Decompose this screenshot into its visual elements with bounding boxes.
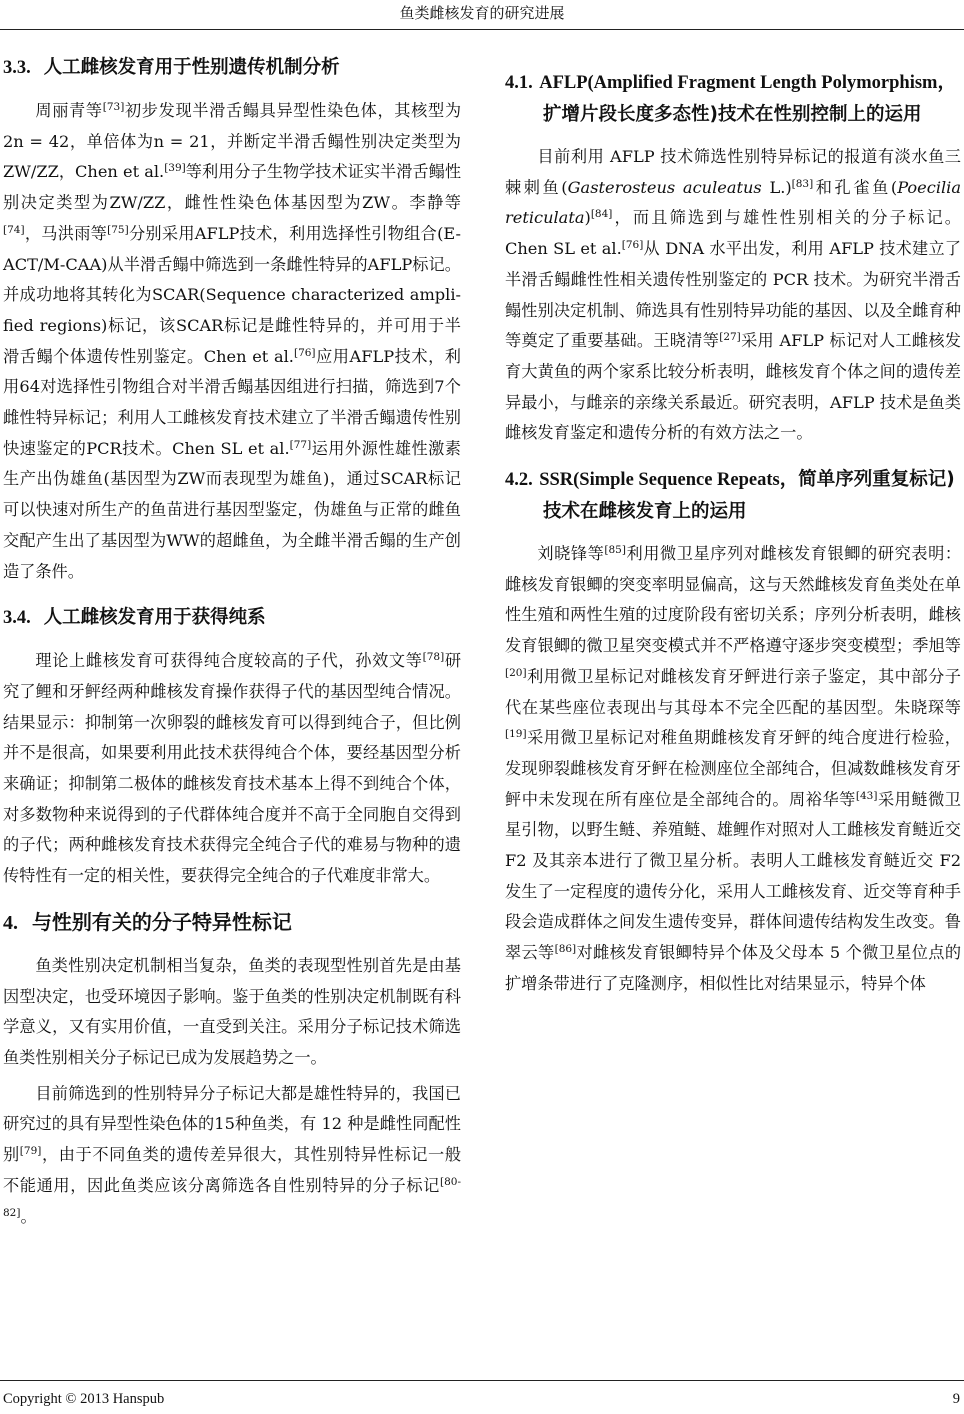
citation: [20] — [505, 666, 527, 679]
footer-copyright: Copyright © 2013 Hanspub — [3, 1391, 165, 1407]
left-column — [3, 52, 461, 1232]
species-name: Gasterosteus aculeatus — [567, 177, 762, 197]
species-name: Poecilia reticulata — [505, 177, 961, 228]
header-rule — [0, 29, 964, 30]
running-header: 鱼类雌核发育的研究进展 — [399, 4, 565, 22]
section-title: ，扩增片段长度多态性)技术在性别控制上的运用 — [543, 72, 956, 125]
footer-rule — [0, 1380, 964, 1381]
right-column — [505, 52, 961, 1000]
citation: [74] — [3, 223, 25, 236]
citation: [79] — [19, 1145, 42, 1158]
paragraph: 刘晓锋等[85]利用微卫星序列对雌核发育银鲫的研究表明：雌核发育银鲫的突变率明显偏高，这与天然雌核发育鱼类处在单性生殖和两性生殖的过度阶段有密切关系；序列分析表明，雌核发育银鲫的微卫星突变模式并不严格遵守逐步突变模型；季旭等[20]利用微卫星标记对雌核发育牙鲆进行亲子鉴定，其中部分子代在某些座位表现出与其母本不完全匹配的基因型。朱晓琛等[19]采用微卫星标记对稚鱼期雌核发育牙鲆的纯合度进行检验，发现卵裂雌核发育牙鲆在检测座位全部纯合，但减数雌核发育牙鲆中未发现在所有座位是全部纯合的。周裕华等[43]采用鲢微卫星引物，以野生鲢、养殖鲢、雄鲤作对照对人工雌核发育鲢近交 F2 及其亲本进行了微卫星分析。表明人工雌核发育鲢近交 F2 发生了一定程度的遗传分化，采用人工雌核发育、近交等育种手段会造成群体之间发生遗传变异，群体间遗传结构发生改变。鲁翠云等[86]对雌核发育银鲫特异个体及父母本 5 个微卫星位点的扩增条带进行了克隆测序，相似性比对结果显示，特异个体 — [505, 544, 962, 993]
section-title: ，简单序列重复标记)技术在雌核发育上的运用 — [543, 469, 955, 523]
page-number: 9 — [952, 1391, 960, 1407]
citation: [19] — [505, 728, 527, 741]
citation: [77] — [289, 438, 312, 451]
section-number: 4.2. — [505, 470, 533, 491]
citation: [76] — [621, 239, 644, 252]
paragraph: 周丽青等[73]初步发现半滑舌鳎具异型性染色体，其核型为2n = 42，单倍体为n = 21，并断定半滑舌鳎性别决定类型为ZW/ZZ，Chen et al.[39]等利用分子生物学技术证实半滑舌鳎性别决定类型为ZW/ZZ，雌性性染色体基因型为ZW。李静等[74]，马洪雨等[75]分别采用AFLP技术，利用选择性引物组合(E-ACT/M-CAA)从半滑舌鳎中筛选到一条雌性特异的AFLP标记。并成功地将其转化为SCAR(Sequence characterized ampli-fied regions)标记，该SCAR标记是雌性特异的，并可用于半滑舌鳎个体遗传性别鉴定。Chen et al.[76]应用AFLP技术，利用64对选择性引物组合对半滑舌鳎基因组进行扫描，筛选到7个雌性特异标记；利用人工雌核发育技术建立了半滑舌鳎遗传性别快速鉴定的PCR技术。Chen SL et al.[77]运用外源性雄性激素生产出伪雄鱼(基因型为ZW而表现型为雄鱼)，通过SCAR标记可以快速对所生产的鱼苗进行基因型鉴定，伪雄鱼与正常的雌鱼交配产生出了基因型为WW的超雌鱼，为全雌半滑舌鳎的生产创造了条件。 — [3, 101, 462, 581]
paragraph: 鱼类性别决定机制相当复杂，鱼类的表现型性别首先是由基因型决定，也受环境因子影响。鉴于鱼类的性别决定机制既有科学意义，又有实用价值，一直受到关注。采用分子标记技术筛选鱼类性别相关分子标记已成为发展趋势之一。 — [3, 955, 461, 1067]
section-number: 3.3. — [3, 58, 31, 78]
citation: [27] — [719, 331, 741, 344]
citation: [76] — [293, 346, 316, 359]
section-4-heading — [3, 907, 461, 939]
citation: [80-82] — [3, 1175, 461, 1219]
section-number: 4. — [3, 911, 18, 934]
section-title: 人工雌核发育用于获得纯系 — [43, 607, 266, 629]
citation: [83] — [791, 177, 814, 190]
paragraph: 理论上雌核发育可获得纯合度较高的子代，孙效文等[78]研究了鲤和牙鲆经两种雌核发育操作获得子代的基因型纯合情况。结果显示：抑制第一次卵裂的雌核发育可以得到纯合子，但比例并不是很高，如果要利用此技术获得纯合个体，要经基因型分析来确证；抑制第二极体的雌核发育技术基本上得不到纯合个体，对多数物种来说得到的子代群体纯合度并不高于全同胞自交得到的子代；两种雌核发育技术获得完全纯合子代的难易与物种的遗传特性有一定的相关性，要获得完全纯合的子代难度非常大。 — [3, 651, 462, 886]
citation: [86] — [554, 943, 577, 956]
paragraph: 目前筛选到的性别特异分子标记大都是雄性特异的，我国已研究过的具有异型性染色体的15种鱼类，有 12 种是雌性同配性别[79]，由于不同鱼类的遗传差异很大，其性别特异性标记一般不能通用，因此鱼类应该分离筛选各自性别特异的分子标记[80-82]。 — [3, 1083, 462, 1226]
section-title-latin: SSR(Simple Sequence Repeats — [539, 470, 780, 491]
citation: [73] — [102, 101, 125, 113]
section-number: 4.1. — [505, 73, 533, 93]
citation: [84] — [590, 208, 613, 221]
citation: [78] — [422, 651, 445, 664]
section-4-2-heading — [505, 464, 961, 527]
section-3-4-heading — [3, 602, 461, 634]
section-title-latin: AFLP(Amplified Fragment Length Polymorphism — [539, 73, 938, 93]
citation: [39] — [164, 162, 186, 175]
citation: [75] — [107, 223, 129, 236]
section-number: 3.4. — [3, 608, 31, 629]
section-3-3-heading — [3, 52, 461, 84]
section-title: 与性别有关的分子特异性标记 — [31, 909, 292, 934]
paragraph: 目前利用 AFLP 技术筛选性别特异标记的报道有淡水鱼三棘刺鱼(Gasterosteus aculeatus L.)[83]和孔雀鱼(Poecilia reticulata)[84]，而且筛选到与雄性性别相关的分子标记。Chen SL et al.[76]从 DNA 水平出发，利用 AFLP 技术建立了半滑舌鳎雌性性相关遗传性别鉴定的 PCR 技术。为研究半滑舌鳎性别决定机制、筛选具有性别特异功能的基因、以及全雌育种等奠定了重要基础。王晓清等[27]采用 AFLP 标记对人工雌核发育大黄鱼的两个家系比较分析表明，雌核发育个体之间的遗传差异最小，与雌亲的亲缘关系最近。研究表明，AFLP 技术是鱼类雌核发育鉴定和遗传分析的有效方法之一。 — [505, 147, 961, 443]
citation: [85] — [604, 544, 626, 557]
citation: [43] — [855, 789, 878, 802]
section-4-1-heading — [505, 67, 961, 130]
section-title: 人工雌核发育用于性别遗传机制分析 — [43, 57, 340, 78]
